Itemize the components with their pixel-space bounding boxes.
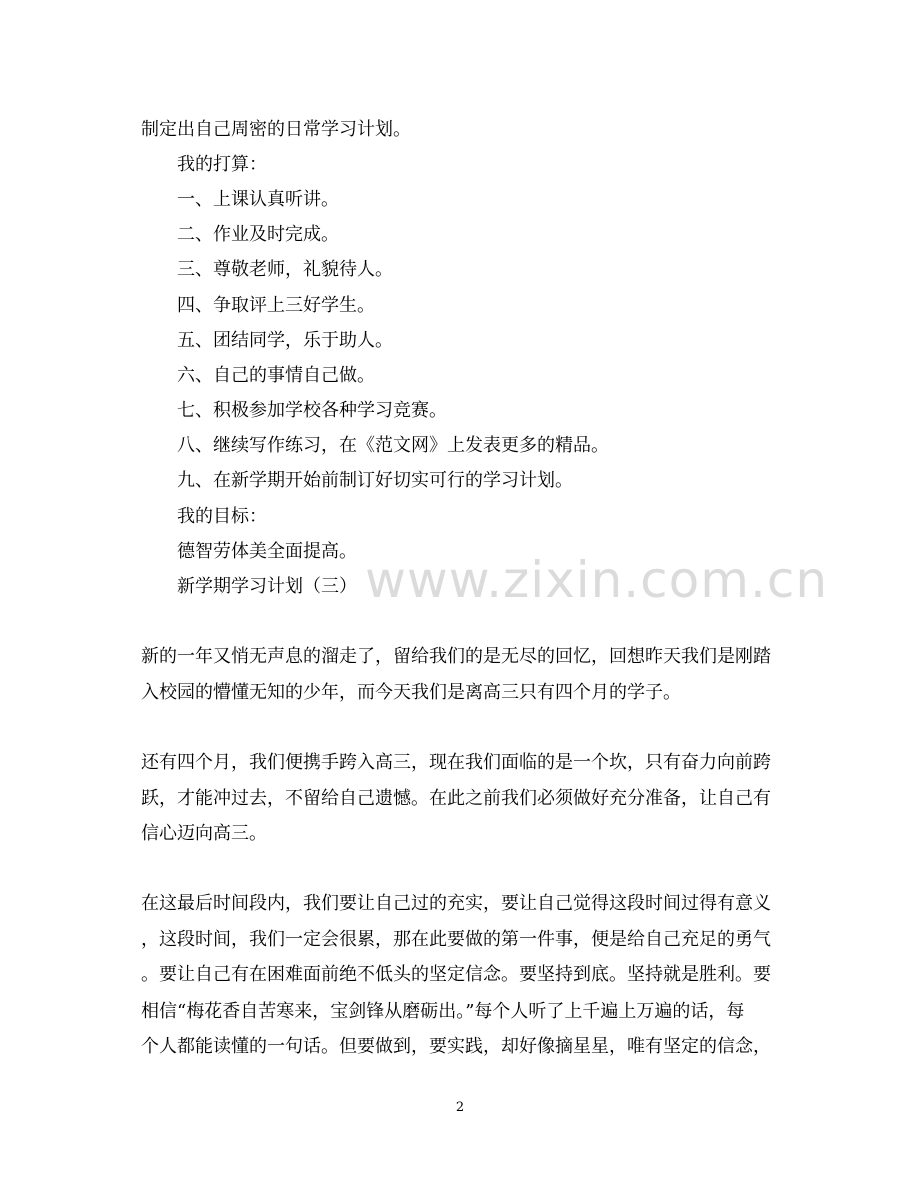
paragraph-line: ，这段时间，我们一定会很累，那在此要做的第一件事，便是给自己充足的勇气 — [141, 929, 771, 950]
list-item: 七、积极参加学校各种学习竞赛。 — [177, 400, 447, 421]
paragraph-line: 在这最后时间段内，我们要让自己过的充实，要让自己觉得这段时间过得有意义 — [141, 893, 771, 914]
list-item: 二、作业及时完成。 — [177, 224, 339, 245]
heading-my-plan: 我的打算： — [177, 154, 267, 175]
list-item: 八、继续写作练习，在《范文网》上发表更多的精品。 — [177, 435, 609, 456]
list-item: 九、在新学期开始前制订好切实可行的学习计划。 — [177, 470, 573, 491]
watermark: www.zixin.com.cn — [365, 551, 829, 609]
list-item: 六、自己的事情自己做。 — [177, 365, 375, 386]
paragraph-line: 信心迈向高三。 — [141, 823, 267, 844]
paragraph-line: 。要让自己有在困难面前绝不低头的坚定信念。要坚持到底。坚持就是胜利。要 — [141, 964, 771, 985]
list-item: 五、团结同学，乐于助人。 — [177, 330, 393, 351]
heading-my-goal: 我的目标： — [177, 506, 267, 527]
paragraph-line: 相信“梅花香自苦寒来，宝剑锋从磨砺出。”每个人听了上千遍上万遍的话，每 — [141, 1001, 745, 1022]
page-number: 2 — [455, 1100, 465, 1115]
paragraph-line: 新的一年又悄无声息的溜走了，留给我们的是无尽的回忆，回想昨天我们是刚踏 — [141, 646, 771, 667]
paragraph-line: 个人都能读懂的一句话。但要做到，要实践，却好像摘星星，唯有坚定的信念， — [141, 1036, 771, 1057]
paragraph-line: 入校园的懵懂无知的少年，而今天我们是离高三只有四个月的学子。 — [141, 682, 681, 703]
goal-text: 德智劳体美全面提高。 — [177, 541, 357, 562]
paragraph-line: 还有四个月，我们便携手跨入高三，现在我们面临的是一个坎，只有奋力向前跨 — [141, 752, 771, 773]
list-item: 四、争取评上三好学生。 — [177, 295, 375, 316]
paragraph-line: 跃，才能冲过去，不留给自己遗憾。在此之前我们必须做好充分准备，让自己有 — [141, 788, 771, 809]
paragraph-line: 制定出自己周密的日常学习计划。 — [141, 119, 411, 140]
list-item: 一、上课认真听讲。 — [177, 189, 339, 210]
list-item: 三、尊敬老师，礼貌待人。 — [177, 259, 393, 280]
section-title: 新学期学习计划（三） — [177, 576, 357, 597]
